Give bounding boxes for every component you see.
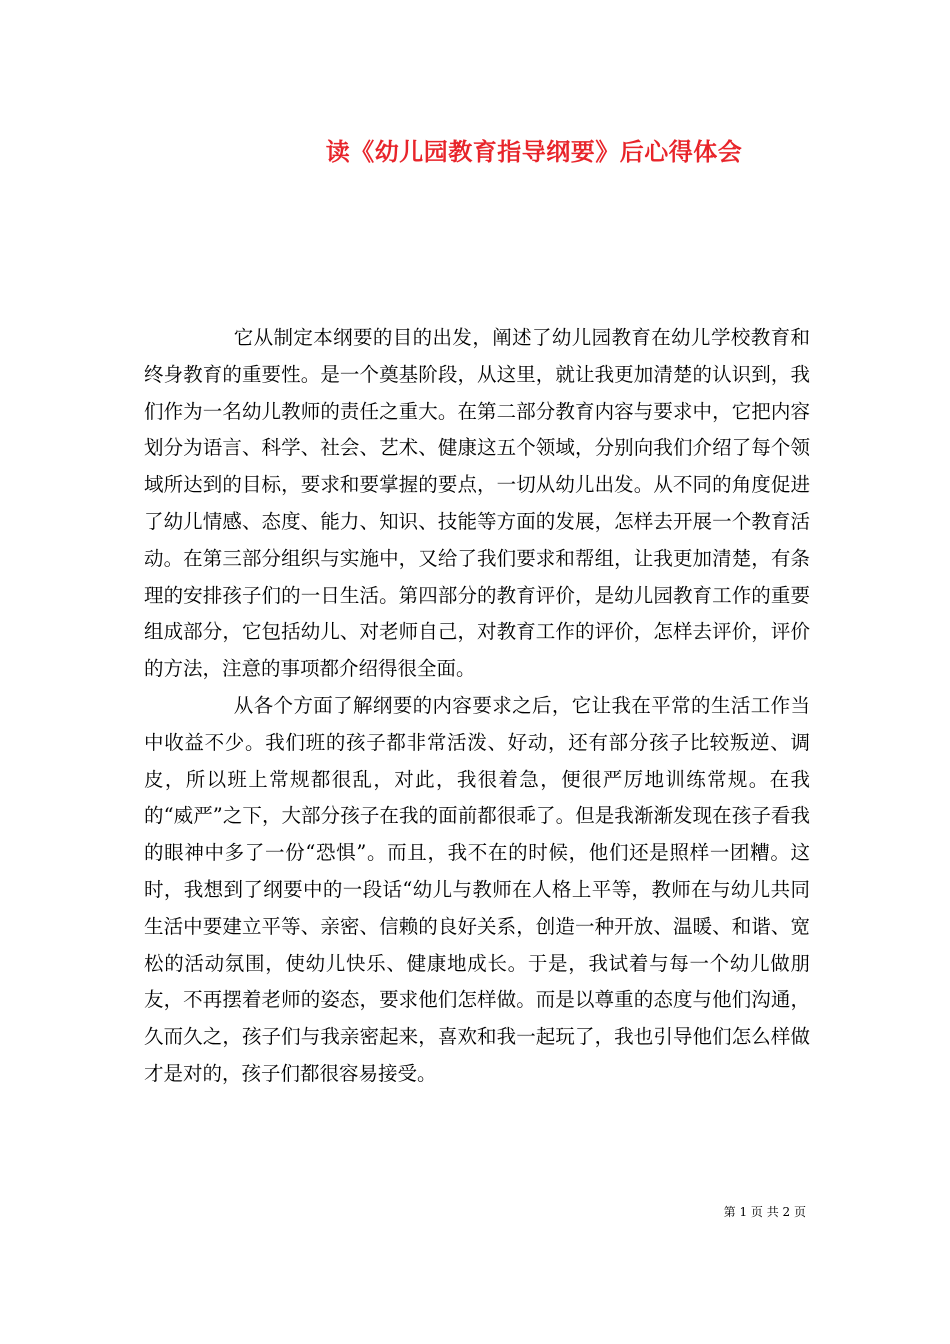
page-number: 第 1 页 共 2 页 [723,1205,806,1219]
document-title: 读《幼儿园教育指导纲要》后心得体会 [325,137,743,166]
document-body [144,320,810,1093]
paragraph-2: 从各个方面了解纲要的内容要求之后，它让我在平常的生活工作当中收益不少。我们班的孩子都非常活泼、好动，还有部分孩子比较叛逆、调皮，所以班上常规都很乱，对此，我很着急，便很严厉地训练常规。在我的“威严”之下，大部分孩子在我的面前都很乖了。但是我渐渐发现在孩子看我的眼神中多了一份“恐惧”。而且，我不在的时候，他们还是照样一团糟。这时，我想到了纲要中的一段话“幼儿与教师在人格上平等，教师在与幼儿共同生活中要建立平等、亲密、信赖的良好关系，创造一种开放、温暖、和谐、宽松的活动氛围，使幼儿快乐、健康地成长。于是，我试着与每一个幼儿做朋友，不再摆着老师的姿态，要求他们怎样做。而是以尊重的态度与他们沟通，久而久之，孩子们与我亲密起来，喜欢和我一起玩了，我也引导他们怎么样做才是对的，孩子们都很容易接受。 [144,693,810,1085]
paragraph-1: 它从制定本纲要的目的出发，阐述了幼儿园教育在幼儿学校教育和终身教育的重要性。是一个奠基阶段，从这里，就让我更加清楚的认识到，我们作为一名幼儿教师的责任之重大。在第二部分教育内容与要求中，它把内容划分为语言、科学、社会、艺术、健康这五个领域，分别向我们介绍了每个领域所达到的目标，要求和要掌握的要点，一切从幼儿出发。从不同的角度促进了幼儿情感、态度、能力、知识、技能等方面的发展，怎样去开展一个教育活动。在第三部分组织与实施中，又给了我们要求和帮组，让我更加清楚，有条理的安排孩子们的一日生活。第四部分的教育评价，是幼儿园教育工作的重要组成部分，它包括幼儿、对老师自己，对教育工作的评价，怎样去评价，评价的方法，注意的事项都介绍得很全面。 [144,326,810,681]
